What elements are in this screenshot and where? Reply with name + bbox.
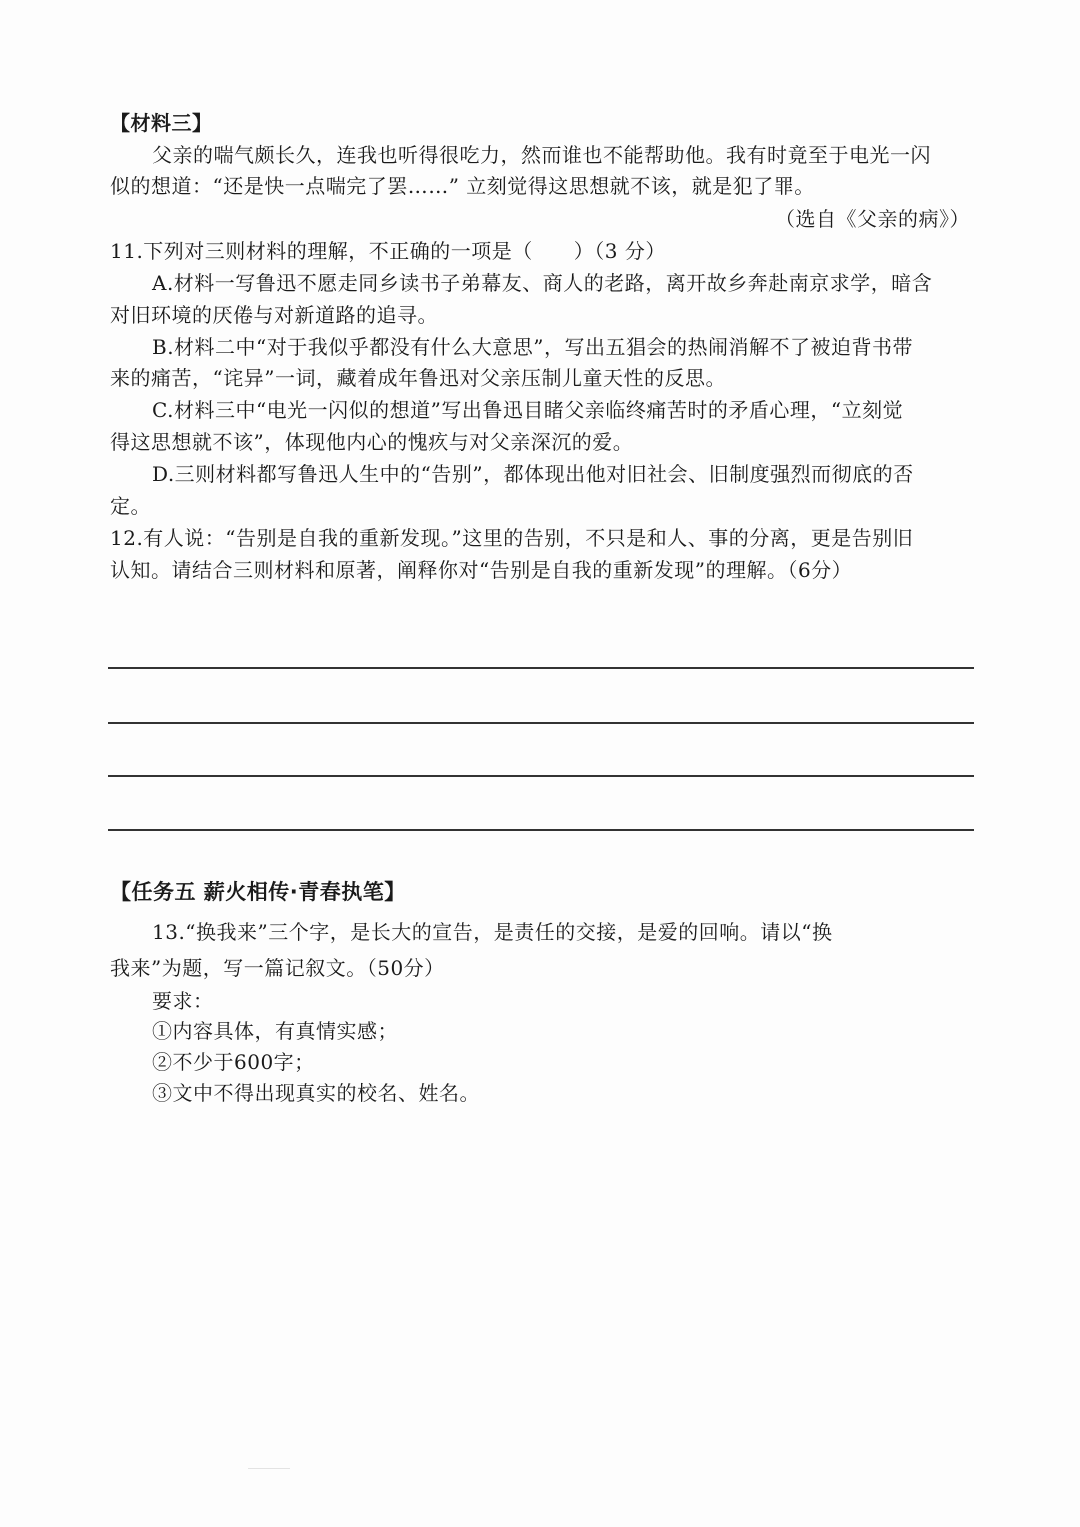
q12-line2: 认知。请结合三则材料和原著，阐释你对“告别是自我的重新发现”的理解。（6分）	[110, 558, 853, 582]
q11-option-b-line1: B.材料二中“对于我似乎都没有什么大意思”，写出五猖会的热闹消解不了被迫背书带	[152, 335, 914, 359]
footer-mark	[248, 1468, 290, 1469]
q11-option-d-line2: 定。	[110, 494, 151, 518]
material3-paragraph-line1: 父亲的喘气颇长久，连我也听得很吃力，然而谁也不能帮助他。我有时竟至于电光一闪	[152, 143, 931, 167]
q11-stem: 11.下列对三则材料的理解，不正确的一项是（ ）（3 分）	[110, 239, 666, 263]
q11-option-c-line2: 得这思想就不该”，体现他内心的愧疚与对父亲深沉的爱。	[110, 430, 634, 454]
q11-option-d-line1: D.三则材料都写鲁迅人生中的“告别”，都体现出他对旧社会、旧制度强烈而彻底的否	[152, 462, 914, 486]
q13-requirement-2: ②不少于600字；	[152, 1050, 315, 1074]
answer-line-3[interactable]	[108, 775, 974, 777]
q11-option-c-line1: C.材料三中“电光一闪似的想道”写出鲁迅目睹父亲临终痛苦时的矛盾心理，“立刻觉	[152, 398, 904, 422]
q13-line1: 13.“换我来”三个字，是长大的宣告，是责任的交接，是爱的回响。请以“换	[152, 920, 833, 944]
q13-line2: 我来”为题，写一篇记叙文。（50分）	[110, 956, 445, 980]
q12-line1: 12.有人说：“告别是自我的重新发现。”这里的告别，不只是和人、事的分离，更是告别旧	[110, 526, 914, 550]
answer-line-4[interactable]	[108, 829, 974, 831]
q11-option-b-line2: 来的痛苦，“诧异”一词，藏着成年鲁迅对父亲压制儿童天性的反思。	[110, 366, 726, 390]
q11-option-a-line1: A.材料一写鲁迅不愿走同乡读书子弟幕友、商人的老路，离开故乡奔赴南京求学，暗含	[152, 271, 933, 295]
q11-option-a-line2: 对旧环境的厌倦与对新道路的追寻。	[110, 303, 438, 327]
answer-line-2[interactable]	[108, 722, 974, 724]
answer-line-1[interactable]	[108, 667, 974, 669]
material3-paragraph-line2: 似的想道：“还是快一点喘完了罢……” 立刻觉得这思想就不该，就是犯了罪。	[110, 174, 815, 198]
task5-heading: 【任务五 薪火相传·青春执笔】	[110, 880, 406, 904]
q13-requirement-1: ①内容具体，有真情实感；	[152, 1019, 398, 1043]
material3-heading: 【材料三】	[110, 111, 213, 135]
material3-source: （选自《父亲的病》）	[775, 207, 970, 231]
q13-requirement-3: ③文中不得出现真实的校名、姓名。	[152, 1081, 480, 1105]
q13-requirements-label: 要求：	[152, 989, 214, 1013]
